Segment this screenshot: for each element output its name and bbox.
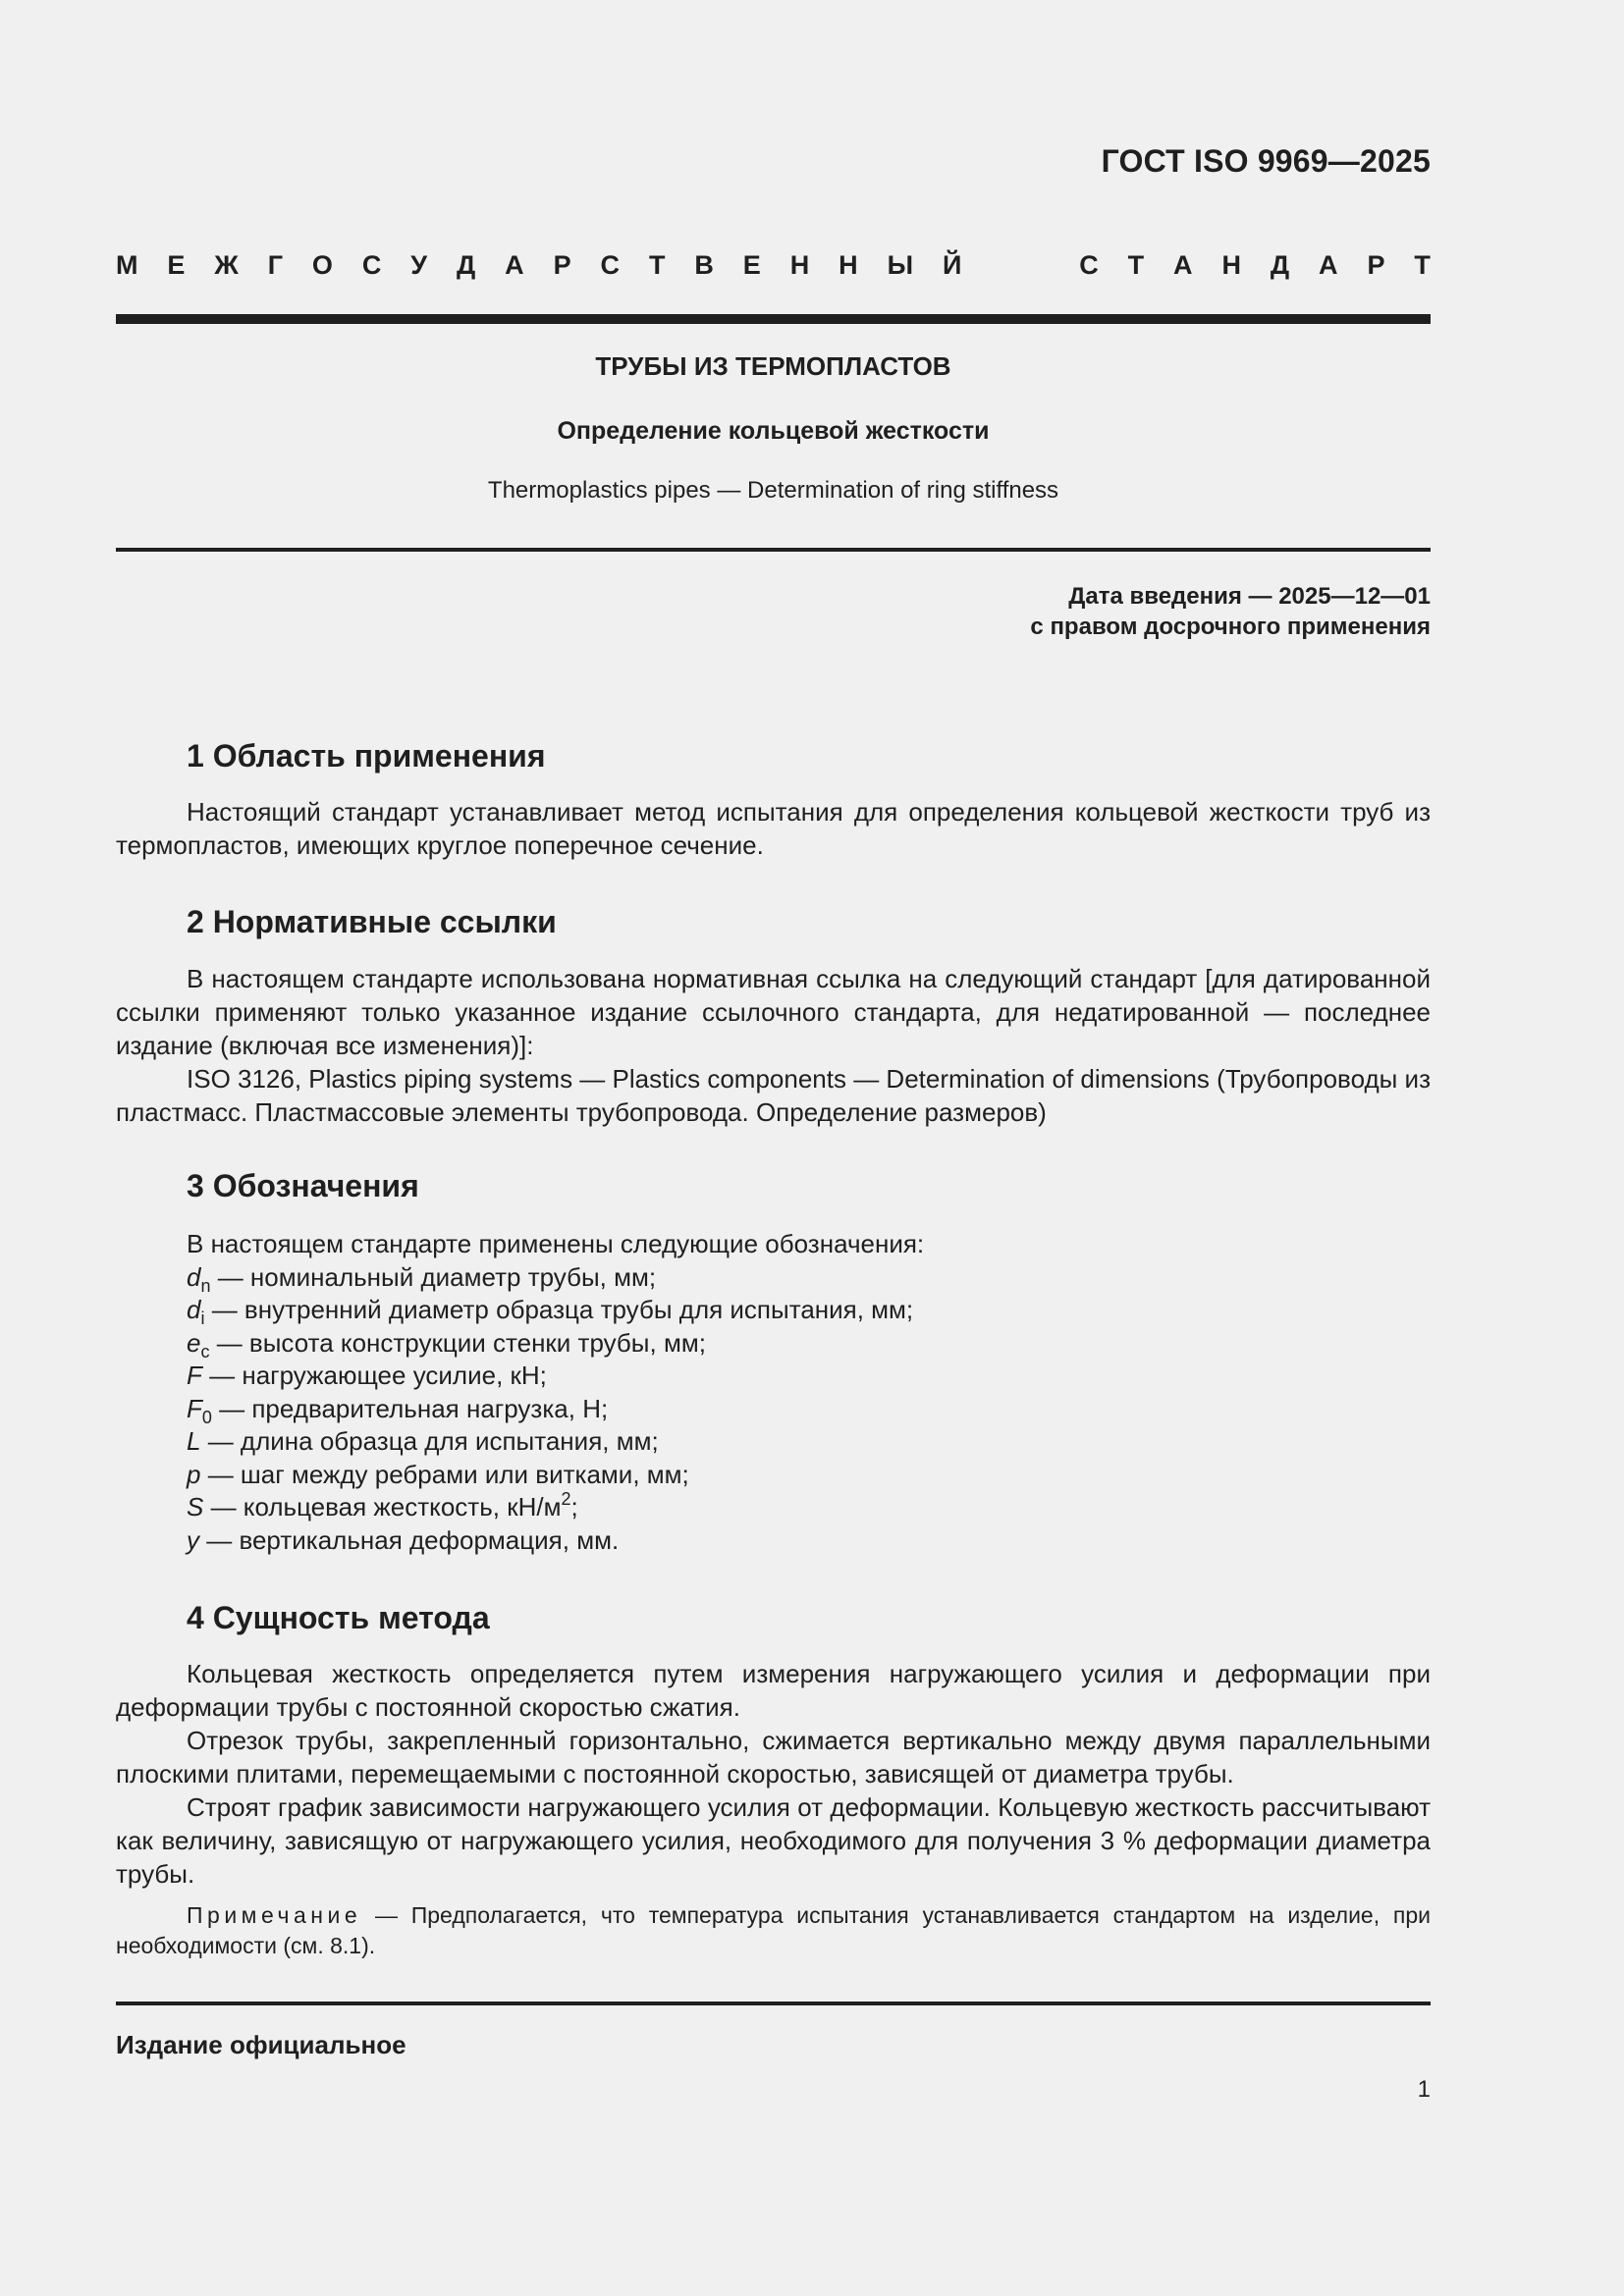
banner-letter: С bbox=[361, 250, 382, 280]
banner-letter: Ы bbox=[887, 250, 914, 280]
paragraph: Строят график зависимости нагружающего усилия от деформации. Кольцевую жесткость рассчитывают как величину, зависящую от нагружающего усилия, необходимого для получения 3 % деформации диаметра трубы. bbox=[116, 1792, 1431, 1889]
symbol-item bbox=[187, 1425, 924, 1459]
symbol: S bbox=[187, 1492, 204, 1522]
symbol-description: — шаг между ребрами или витками, мм; bbox=[200, 1459, 689, 1489]
symbol: d bbox=[187, 1261, 201, 1292]
symbol-description: — высота конструкции стенки трубы, мм; bbox=[209, 1327, 706, 1358]
symbol-description: — предварительная нагрузка, Н; bbox=[211, 1393, 609, 1423]
paragraph: Настоящий стандарт устанавливает метод испытания для определения кольцевой жесткости труб из термопластов, имеющих круглое поперечное сечение. bbox=[116, 797, 1431, 860]
symbol-description: — длина образца для испытания, мм; bbox=[200, 1426, 659, 1456]
early-application-line: с правом досрочного применения bbox=[1030, 614, 1431, 640]
symbol: y bbox=[187, 1524, 199, 1555]
symbol-subscript: n bbox=[200, 1275, 211, 1296]
banner-letter: Ж bbox=[214, 250, 239, 280]
note-label: Примечание bbox=[187, 1902, 362, 1928]
symbol-item bbox=[187, 1294, 924, 1327]
banner-letter: Е bbox=[167, 250, 186, 280]
banner-word-gap bbox=[991, 250, 1050, 281]
banner-letter: У bbox=[410, 250, 428, 280]
document-title: ТРУБЫ ИЗ ТЕРМОПЛАСТОВ bbox=[595, 351, 951, 381]
banner-letter: Н bbox=[789, 250, 810, 280]
page-number: 1 bbox=[1417, 2076, 1431, 2103]
symbol-description: — кольцевая жесткость, кН/м bbox=[203, 1492, 562, 1522]
banner-letter: С bbox=[600, 250, 621, 280]
banner-letter: С bbox=[1079, 250, 1099, 280]
banner-letter: Т bbox=[1127, 250, 1145, 280]
section-heading-method-principle: 4 Сущность метода bbox=[187, 1600, 490, 1635]
symbol-description: — внутренний диаметр образца трубы для испытания, мм; bbox=[204, 1295, 914, 1324]
banner-letter: Е bbox=[742, 250, 761, 280]
symbol-subscript: 0 bbox=[201, 1407, 212, 1427]
document-subtitle: Определение кольцевой жесткости bbox=[557, 417, 990, 445]
symbol-item bbox=[187, 1524, 924, 1558]
banner-letter: М bbox=[116, 250, 138, 280]
section-body-scope bbox=[116, 795, 1431, 862]
symbol: e bbox=[187, 1327, 201, 1358]
banner-letter: Т bbox=[1414, 250, 1431, 280]
symbol: L bbox=[187, 1426, 201, 1456]
banner-letter: Р bbox=[553, 250, 571, 280]
symbol-description: — вертикальная деформация, мм. bbox=[199, 1524, 620, 1555]
introduction-date bbox=[1030, 581, 1431, 642]
official-edition-label: Издание официальное bbox=[116, 2030, 406, 2059]
paragraph: В настоящем стандарте использована нормативная ссылка на следующий стандарт [для датированной ссылки применяют только указанное издание ссылочного стандарта, для недатированной — последнее издание (включая все изменения)]: bbox=[116, 964, 1431, 1060]
symbol: p bbox=[187, 1459, 201, 1489]
symbol-item bbox=[187, 1327, 924, 1361]
banner-letter: Д bbox=[457, 250, 476, 280]
footer-rule bbox=[116, 2002, 1431, 2005]
banner-letter: А bbox=[1173, 250, 1193, 280]
standard-type-banner bbox=[116, 250, 1431, 281]
symbol: F bbox=[187, 1361, 202, 1390]
note-text: — Предполагается, что температура испытания устанавливается стандартом на изделие, при необходимости (см. 8.1). bbox=[116, 1902, 1431, 1958]
symbol-subscript: i bbox=[200, 1308, 205, 1328]
paragraph: Кольцевая жесткость определяется путем измерения нагружающего усилия и деформации при деформации трубы с постоянной скоростью сжатия. bbox=[116, 1659, 1431, 1722]
banner-letter: Н bbox=[1221, 250, 1241, 280]
symbol-item bbox=[187, 1459, 924, 1492]
banner-letter: Т bbox=[648, 250, 666, 280]
symbol-item bbox=[187, 1261, 924, 1295]
note bbox=[116, 1900, 1431, 1961]
banner-letter: О bbox=[311, 250, 333, 280]
symbol-description: — нагружающее усилие, кН; bbox=[201, 1361, 547, 1390]
symbols-list bbox=[187, 1228, 924, 1557]
symbols-intro: В настоящем стандарте применены следующие обозначения: bbox=[187, 1229, 925, 1258]
symbol-description: — номинальный диаметр трубы, мм; bbox=[210, 1261, 657, 1292]
symbol: F bbox=[187, 1393, 202, 1423]
banner-letter: Й bbox=[942, 250, 962, 280]
symbol-subscript: c bbox=[200, 1341, 210, 1362]
banner-letter: В bbox=[694, 250, 714, 280]
reference-entry: ISO 3126, Plastics piping systems — Plastics components — Determination of dimensions (Трубопроводы из пластмасс. Пластмассовые элементы трубопровода. Определение размеров) bbox=[116, 1064, 1431, 1127]
symbol: d bbox=[187, 1295, 201, 1324]
section-body-references bbox=[116, 962, 1431, 1129]
unit-superscript: 2 bbox=[561, 1489, 571, 1509]
section-heading-symbols: 3 Обозначения bbox=[187, 1168, 419, 1203]
section-heading-scope: 1 Область применения bbox=[187, 738, 546, 774]
symbol-item bbox=[187, 1393, 924, 1426]
symbol-description-tail: ; bbox=[570, 1492, 578, 1522]
section-body-method-principle bbox=[116, 1657, 1431, 1891]
banner-letter: Г bbox=[267, 250, 283, 280]
header-rule bbox=[116, 314, 1431, 324]
standard-code: ГОСТ ISO 9969—2025 bbox=[1101, 143, 1431, 179]
symbol-item bbox=[187, 1360, 924, 1393]
title-rule bbox=[116, 548, 1431, 552]
symbol-item bbox=[187, 1491, 924, 1524]
banner-letter: А bbox=[505, 250, 524, 280]
section-heading-references: 2 Нормативные ссылки bbox=[187, 904, 557, 939]
document-title-english: Thermoplastics pipes — Determination of ring stiffness bbox=[487, 477, 1059, 504]
banner-letter: А bbox=[1319, 250, 1338, 280]
introduction-date-line: Дата введения — 2025—12—01 bbox=[1068, 583, 1431, 610]
banner-letter: Д bbox=[1270, 250, 1290, 280]
banner-letter: Р bbox=[1367, 250, 1385, 280]
banner-letter: Н bbox=[839, 250, 858, 280]
paragraph: Отрезок трубы, закрепленный горизонтально, сжимается вертикально между двумя параллельными плоскими плитами, перемещаемыми с постоянной скоростью, зависящей от диаметра трубы. bbox=[116, 1726, 1431, 1789]
